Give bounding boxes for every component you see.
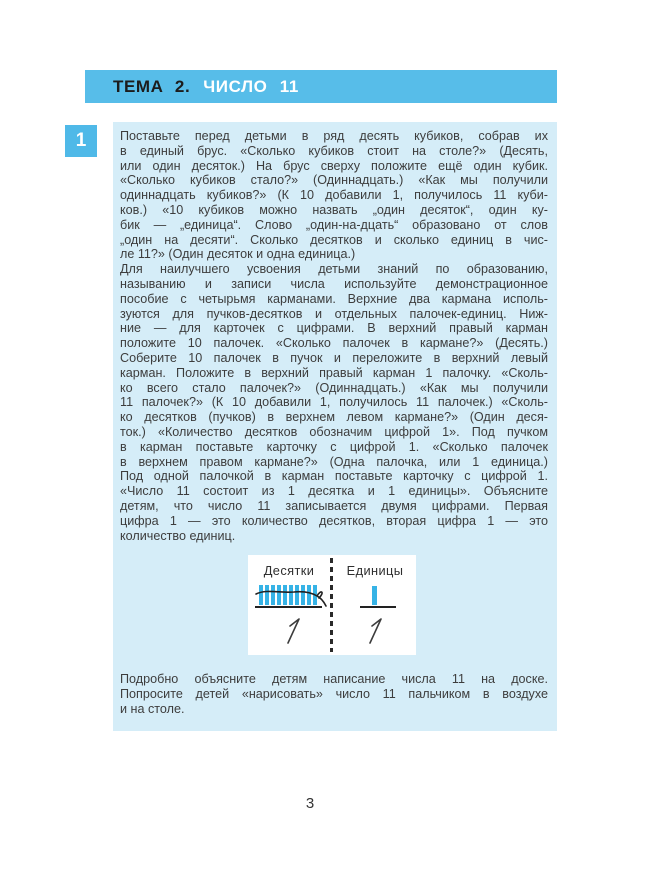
topic-header-bar	[85, 70, 557, 103]
counting-stick	[372, 586, 377, 605]
text-line: бик — „единица“. Слово „один-на-дцать“ образовано от слов	[120, 217, 548, 232]
text-line: детям, что число 11 записывается двумя цифрами. Первая	[120, 498, 548, 513]
content-panel	[113, 122, 557, 731]
page-number: 3	[305, 795, 315, 812]
ones-label: Единицы	[346, 563, 404, 578]
text-line: ток.) «Количество десятков обозначим цифрой 1». Под пучком	[120, 424, 548, 439]
text-line: Подробно объясните детям написание числа 11 на доске.	[120, 672, 548, 686]
handwritten-digit-ones-icon	[365, 615, 385, 647]
place-value-card	[248, 555, 416, 655]
text-line: ко десятков (пучков) в верхнем левом кармане?» (Один деся-	[120, 410, 548, 425]
bundle-tie-string-icon	[253, 584, 331, 608]
text-line: Для наилучшего усвоения детьми знаний по образованию,	[120, 262, 548, 277]
text-line: «Число 11 состоит из 1 десятка и 1 единицы». Объясните	[120, 484, 548, 499]
text-line: в карман поставьте карточку с цифрой 1. «Сколько палочек	[120, 439, 548, 454]
paragraph-3	[120, 672, 548, 716]
ones-stick	[372, 585, 377, 605]
text-line: ков.) «10 кубиков можно назвать „один десяток“, один ку-	[120, 202, 548, 217]
text-line: количество единиц.	[120, 528, 236, 543]
handwritten-digit-tens-icon	[283, 615, 303, 647]
ones-shelf-line	[360, 606, 396, 608]
topic-title: ЧИСЛО 11	[203, 77, 299, 96]
lesson-text	[120, 129, 548, 543]
text-line: или один десяток.) На брус сверху положите ещё один кубик.	[120, 158, 548, 173]
text-line: в единый брус. «Сколько кубиков стоит на столе?» (Десять,	[120, 143, 548, 158]
paragraph-1	[120, 129, 548, 262]
text-line: называнию и записи числа используйте демонстрационное	[120, 276, 548, 291]
text-line: цифра 1 — это количество десятков, вторая цифра 1 — это	[120, 513, 548, 528]
text-line: „один на десяти“. Сколько десятков и сколько единиц в чис-	[120, 232, 548, 247]
text-line: Соберите 10 палочек в пучок и переложите в верхний левый	[120, 350, 548, 365]
text-line: ле 11?» (Один десяток и одна единица.)	[120, 247, 356, 262]
paragraph-2	[120, 262, 548, 543]
tens-shelf-line	[255, 606, 322, 608]
text-line: положите 10 палочек. «Сколько палочек в кармане?» (Десять.)	[120, 336, 548, 351]
text-line: зуются для пучков-десятков и отдельных палочек-единиц. Ниж-	[120, 306, 548, 321]
topic-number: ТЕМА 2.	[113, 77, 191, 96]
text-line: Под одной палочкой в карман поставьте карточку с цифрой 1.	[120, 469, 548, 484]
text-line: и на столе.	[120, 701, 185, 716]
text-line: пособие с четырьмя карманами. Верхние два кармана исполь-	[120, 291, 548, 306]
text-line: ко всего стало палочек?» (Одиннадцать.) «Как мы получили	[120, 380, 548, 395]
text-line: «Сколько кубиков стало?» (Одиннадцать.) «Как мы получили	[120, 173, 548, 188]
text-line: карман. Положите в верхний правый карман 1 палочку. «Сколь-	[120, 365, 548, 380]
text-line: Попросите детей «нарисовать» число 11 пальчиком в воздухе	[120, 686, 548, 701]
text-line: в верхнем правом кармане?» (Одна палочка, или 1 единица.)	[120, 454, 548, 469]
section-number-badge: 1	[65, 125, 97, 157]
text-line: одиннадцать кубиков?» (К 10 добавили 1, получилось 11 куби-	[120, 188, 548, 203]
tens-label: Десятки	[263, 563, 315, 578]
text-line: 11 палочек?» (К 10 добавили 1, получилось 11 палочек.) «Сколь-	[120, 395, 548, 410]
text-line: ние — для карточек с цифрами. В верхний правый карман	[120, 321, 548, 336]
text-line: Поставьте перед детьми в ряд десять кубиков, собрав их	[120, 129, 548, 143]
